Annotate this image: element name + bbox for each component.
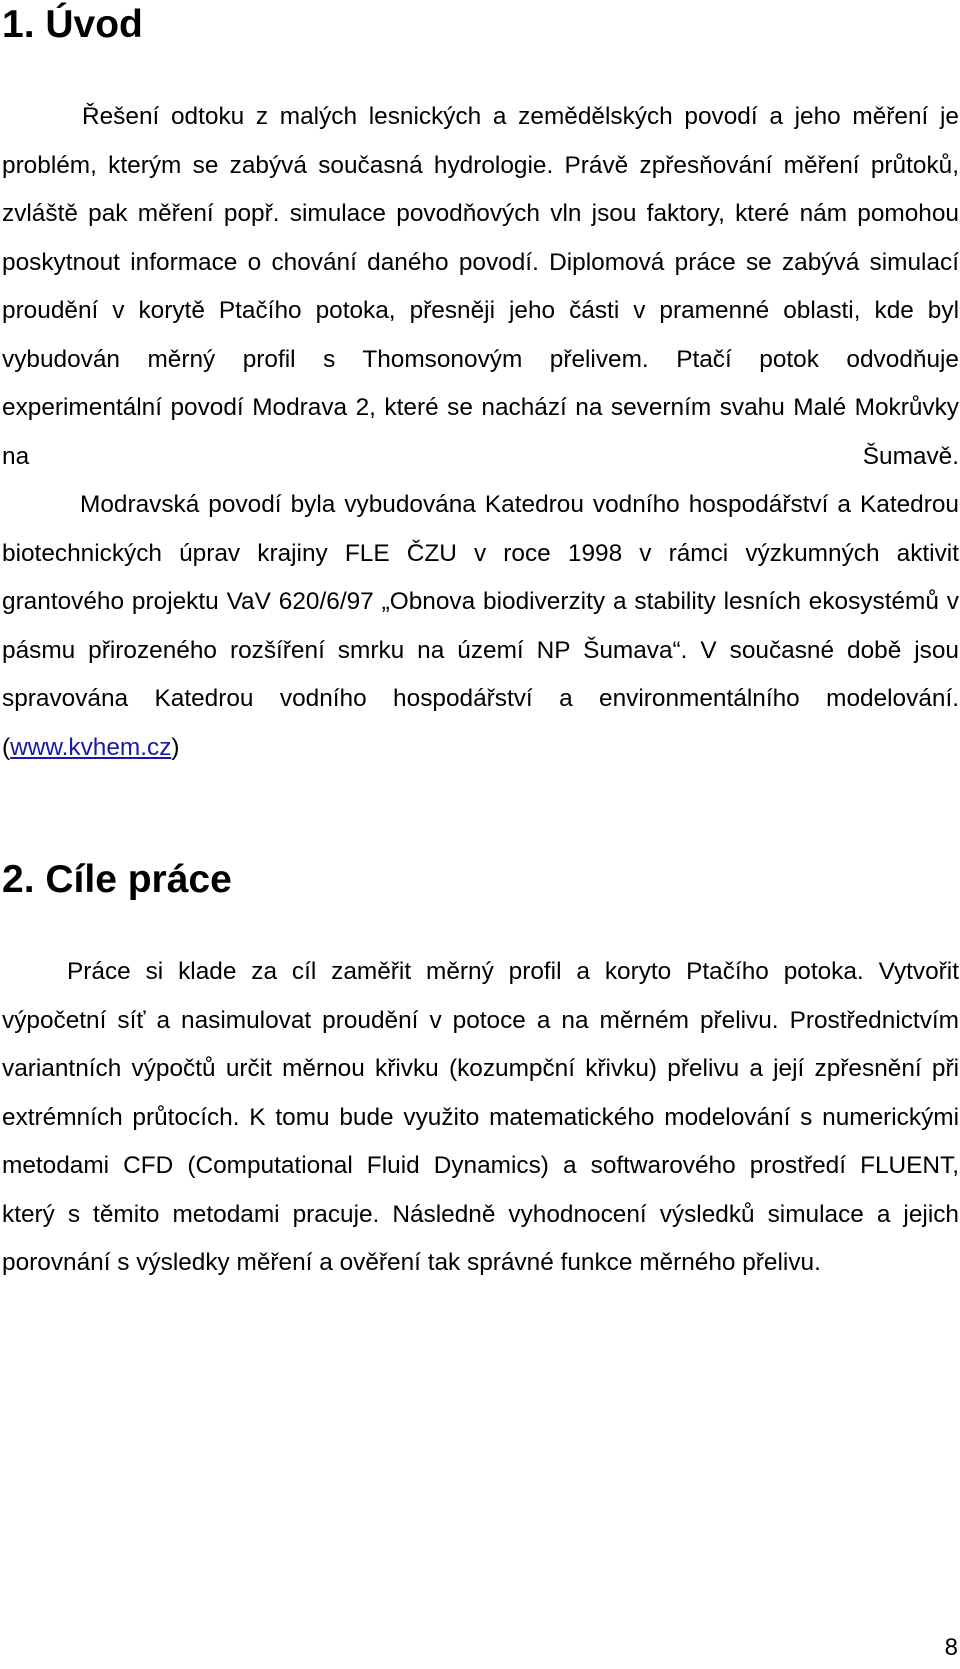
page-number: 8 — [944, 1634, 958, 1661]
section-heading-intro: 1. Úvod — [2, 3, 143, 46]
intro-paragraph-2-text: Modravská povodí byla vybudována Katedrou vodního hospodářství a Katedrou biotechnických úprav krajiny FLE ČZU v roce 1998 v rámci výzkumných aktivit grantového projektu VaV 620/6/97 „Obnova biodiverzity a stability lesních ekosystémů v pásmu přirozeného rozšíření smrku na území NP Šumava“. V současné době jsou spravována Katedrou vodního hospodářství a environmentálního modelování. ( — [2, 491, 959, 761]
goals-paragraph: Práce si klade za cíl zaměřit měrný profil a koryto Ptačího potoka. Vytvořit výpočetní síť a nasimulovat proudění v potoce a na měrném přelivu. Prostřednictvím variantních výpočtů určit měrnou křivku (kozumpční křivku) přelivu a její zpřesnění při extrémních průtocích. K tomu bude využito matematického modelování s numerickými metodami CFD (Computational Fluid Dynamics) a softwarového prostředí FLUENT, který s těmito metodami pracuje. Následně vyhodnocení výsledků simulace a jejich porovnání s výsledky měření a ověření tak správné funkce měrného přelivu. — [2, 958, 959, 1276]
section-heading-goals: 2. Cíle práce — [2, 858, 232, 901]
intro-section — [2, 93, 959, 772]
intro-paragraph-2 — [2, 481, 959, 772]
goals-section — [2, 948, 959, 1288]
intro-paragraph-1: Řešení odtoku z malých lesnických a zemědělských povodí a jeho měření je problém, kterým se zabývá současná hydrologie. Právě zpřesňování měření průtoků, zvláště pak měření popř. simulace povodňových vln jsou faktory, které nám pomohou poskytnout informace o chování daného povodí. Diplomová práce se zabývá simulací proudění v korytě Ptačího potoka, přesněji jeho části v pramenné oblasti, kde byl vybudován měrný profil s Thomsonovým přelivem. Ptačí potok odvodňuje experimentální povodí Modrava 2, které se nachází na severním svahu Malé Mokrůvky na Šumavě. — [2, 103, 959, 470]
intro-paragraph-2-close: ) — [171, 733, 180, 761]
kvhem-link[interactable]: www.kvhem.cz — [10, 733, 172, 761]
